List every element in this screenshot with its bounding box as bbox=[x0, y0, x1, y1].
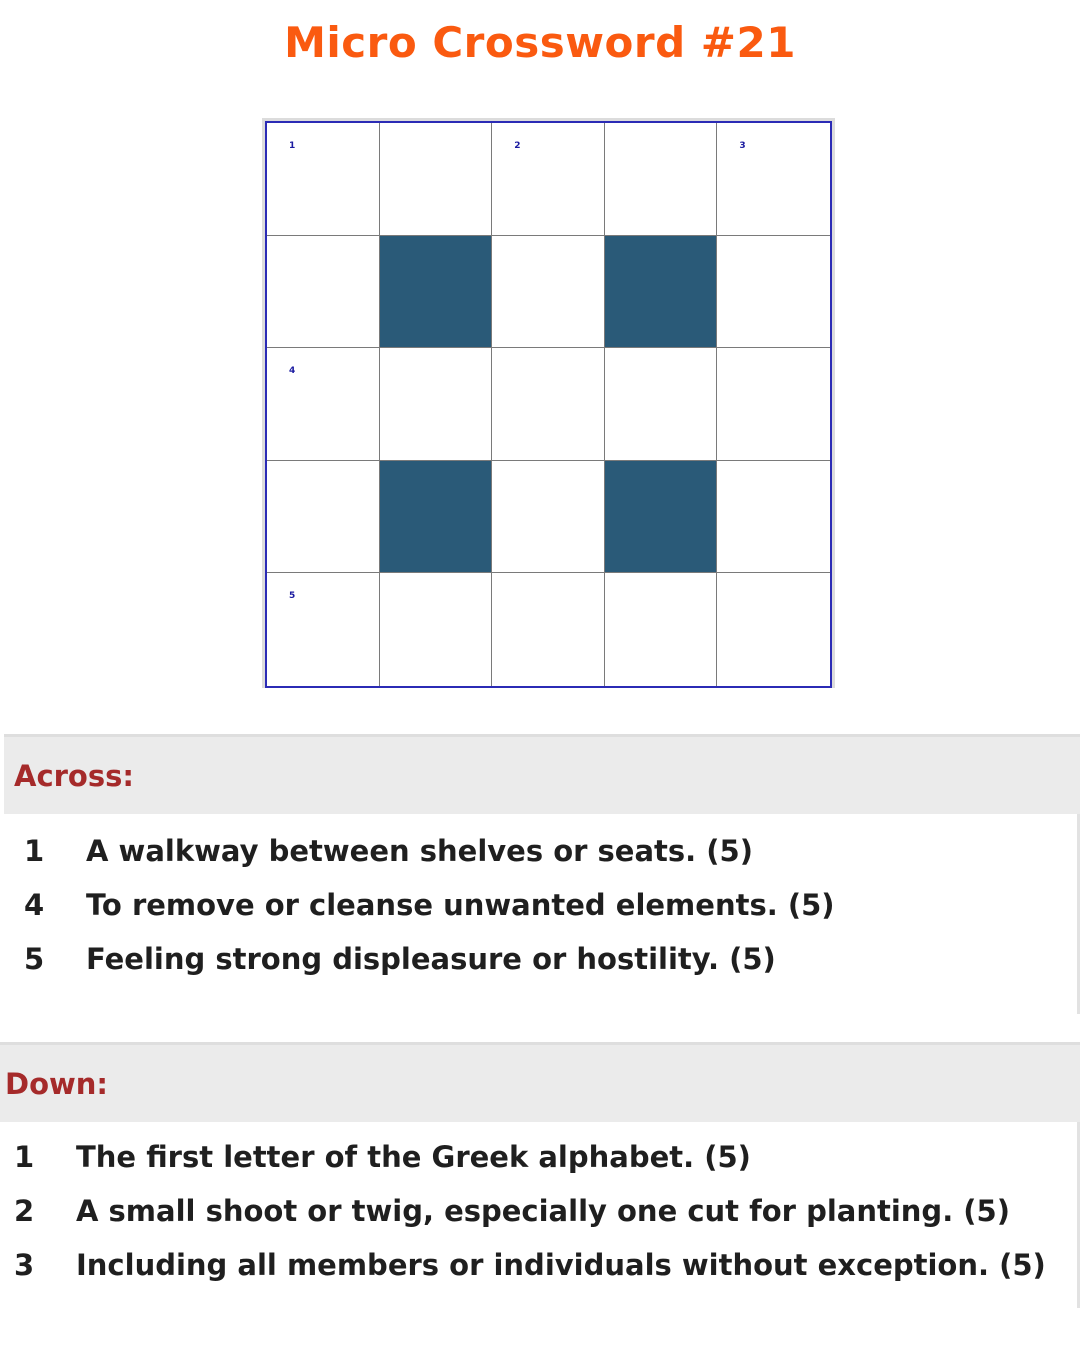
down-clue[interactable] bbox=[14, 1140, 751, 1174]
black-cell bbox=[605, 461, 718, 574]
grid-cell[interactable] bbox=[492, 573, 605, 686]
grid-cell[interactable] bbox=[717, 461, 830, 574]
clue-number: 1 bbox=[24, 834, 45, 868]
puzzle-title: Micro Crossword #21 bbox=[284, 18, 796, 67]
black-cell bbox=[380, 461, 493, 574]
down-header bbox=[0, 1042, 1080, 1122]
black-cell bbox=[380, 236, 493, 349]
clue-text: Feeling strong displeasure or hostility. (5) bbox=[86, 942, 776, 976]
clue-number: 4 bbox=[24, 888, 45, 922]
clue-number: 2 bbox=[14, 1194, 35, 1228]
across-clue[interactable] bbox=[24, 888, 835, 922]
crossword-grid-frame bbox=[262, 118, 835, 688]
cell-number: 1 bbox=[289, 141, 296, 151]
grid-cell[interactable] bbox=[492, 348, 605, 461]
down-heading: Down: bbox=[5, 1067, 109, 1101]
clue-text: Including all members or individuals without exception. (5) bbox=[76, 1248, 1046, 1282]
grid-cell[interactable] bbox=[267, 348, 380, 461]
cell-number: 3 bbox=[739, 141, 746, 151]
grid-cell[interactable] bbox=[492, 123, 605, 236]
down-clue[interactable] bbox=[14, 1194, 1010, 1228]
grid-cell[interactable] bbox=[717, 348, 830, 461]
cell-number: 5 bbox=[289, 591, 296, 602]
grid-cell[interactable] bbox=[492, 461, 605, 574]
clue-number: 1 bbox=[14, 1140, 35, 1174]
clue-text: A walkway between shelves or seats. (5) bbox=[86, 834, 753, 868]
grid-cell[interactable] bbox=[380, 348, 493, 461]
grid-cell[interactable] bbox=[267, 573, 380, 686]
grid-cell[interactable] bbox=[605, 573, 718, 686]
across-clue[interactable] bbox=[24, 834, 753, 868]
clue-number: 5 bbox=[24, 942, 45, 976]
grid-cell[interactable] bbox=[717, 123, 830, 236]
grid-cell[interactable] bbox=[267, 123, 380, 236]
clue-text: The first letter of the Greek alphabet. (5) bbox=[76, 1140, 751, 1174]
grid-cell[interactable] bbox=[717, 236, 830, 349]
across-heading: Across: bbox=[14, 759, 134, 793]
grid-cell[interactable] bbox=[605, 348, 718, 461]
cell-number: 2 bbox=[514, 141, 521, 151]
clue-number: 3 bbox=[14, 1248, 35, 1282]
black-cell bbox=[605, 236, 718, 349]
grid-cell[interactable] bbox=[267, 461, 380, 574]
clue-text: To remove or cleanse unwanted elements. (5) bbox=[86, 888, 835, 922]
crossword-grid bbox=[265, 121, 832, 688]
grid-cell[interactable] bbox=[605, 123, 718, 236]
grid-cell[interactable] bbox=[380, 573, 493, 686]
down-clue[interactable] bbox=[14, 1248, 1046, 1282]
clue-text: A small shoot or twig, especially one cut for planting. (5) bbox=[76, 1194, 1010, 1228]
across-header bbox=[4, 734, 1080, 814]
cell-number: 4 bbox=[289, 366, 296, 377]
across-clue-list bbox=[4, 814, 1080, 1014]
grid-cell[interactable] bbox=[492, 236, 605, 349]
grid-cell[interactable] bbox=[717, 573, 830, 686]
grid-cell[interactable] bbox=[267, 236, 380, 349]
grid-cell[interactable] bbox=[380, 123, 493, 236]
across-clue[interactable] bbox=[24, 942, 776, 976]
down-clue-list bbox=[0, 1122, 1080, 1308]
